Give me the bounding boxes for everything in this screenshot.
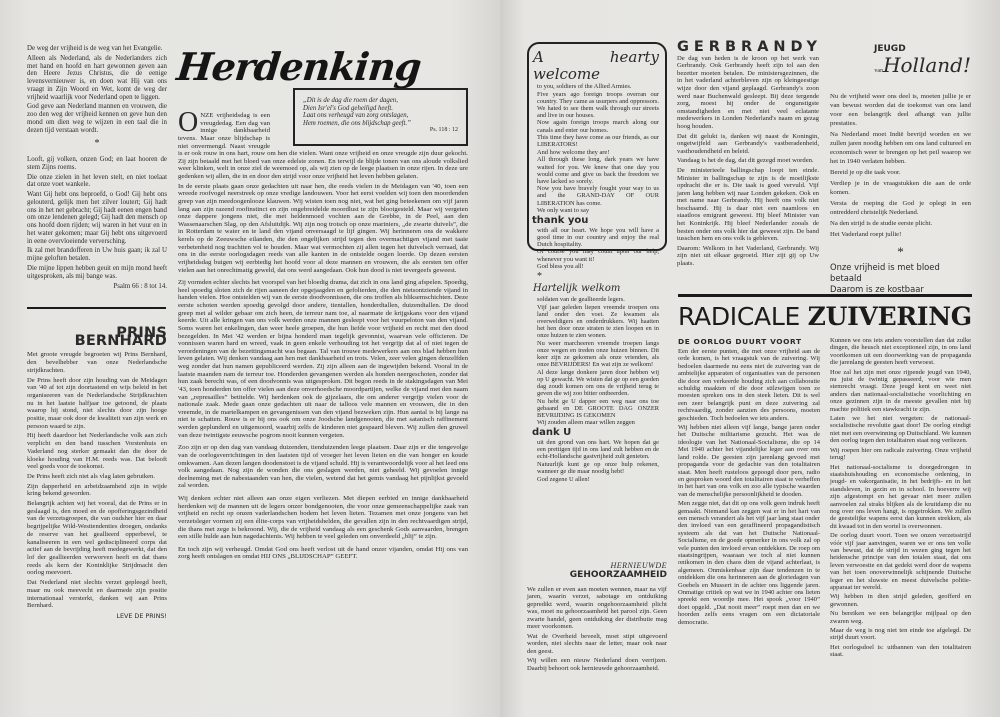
gerbrandy-article [677, 39, 823, 270]
welcome-paragraph: Al deze lange donkere jaren door hebben wij op U gewacht. We wisten dat ge op een goeden dag zoudt komen om ons de vrijheid terug te geven die wij zoo bitter ontbeerden. [537, 368, 659, 398]
article-paragraph: De ministerieele ballingschap loopt ten einde. Minister in ballingschap te zijn is de moeilijkste opdracht die er is. Die taak is goed vervuld. Vijf jaren lang hebben wij naar Londen gekeken. Ook en met name naar Gerbrandy. Hij heeft ons volk niet beschaamd. Hij is daar niet een naamloos en staatloos emigrant geweest. Hij bleef Minister van het Koninkrijk. Hij bleef Nederlander zooals de besten onder ons volk hier dat geweest zijn. De band tusschen hem en ons volk is gebleven. [677, 166, 819, 243]
article-paragraph: Bereid je op die taak voor. [830, 169, 901, 176]
article-paragraph: De Prins heeft door zijn houding van de Meidagen van '40 af tot zijn doortastend en wijs beleid in het organiseeren van de Nederlandsche Strijdkrachten nu in het laatste halfjaar toe getoond, de plaats waarop hij stond, niet slechts door zijn hooge positie, maar ook door de kwaliteit van zijn werk en persoon waard te zijn. [27, 376, 167, 430]
article-paragraph: Nu de vrijheid weer ons deel is, moeten jullie je er van bewust worden dat de toekomst van ons land voor een belangrijk deel afhangt van jullie prestaties. [830, 93, 971, 127]
star-ornament: * [94, 138, 100, 150]
article-paragraph: Het nationaal-socialisme is doorgedrongen in staatshuishouding en economische ordening, in jeugd- en vakorganisatie, in het bedrijfs- en in het standsleven, in gezin en in school. In hoeverre wij zijn afgestompt en het gevaar niet meer zullen aanvoelen zal straks blijken als de kruitdamp die nu nog over ons leven hangt, is opgetrokken. We zullen de geestelijke wapens eerst dan kunnen strekken, als dit kwaad tot in den wortel is overwonnen. [830, 463, 971, 530]
article-paragraph: In de eerste plaats gaan onze gedachten uit naar hen, die reeds vielen in de Meidagen van '40, toen een wreede roofvogel neerstreek op onze vredige landouwen. Voor het eerst voelden wij toen den moordenden greep van zijn meedoogenlooze klauwen. Wij wisten toen nog niet, wat het ging beteekenen om vijf jaren lang aan zijn razend roofinstinct en zijn ongebreidelde moordlust te zijn blootgesteld. Maar wij vergeten onze dappere jongens niet, die met heldenmoed vochten aan de Grebbe, in de Peel, aan den Wassenaarschen Slag, op den Afsluitdijk. Wij zijn nog trotsch op onze mariniers, „de zwarte duivels”, die in Rotterdam te water en te land den vijand onversaagd te lijf gingen. Wij herinneren ons de wakkere kerels op de Zeeuwsche eilanden, die den ongelijken strijd tegen den overmachtigen vijand met taaie verbetenheid nog trachtten vol te houden. Maar wat vermochten zij allen tegen het duivelsch verraad, dat ons in die eerste oorlogsdagen reeds van alle kanten in de ontstelde oogen loerde. Op dezen eersten vrijheidsdag buigen wij eerbiedig het hoofd voor al deze mannen en vrouwen, die als eersten ten offer vielen aan het onrechtmatig geweld, dat ons werd aangedaan. Ook hun dood is niet tevergeefs geweest. [178, 182, 468, 274]
zuivering-column-1 [678, 348, 820, 628]
closing-line: LEVE DE PRINS! [116, 611, 167, 620]
article-paragraph: Wij hebben in dien strijd geleden, geofferd en gewonnen. [830, 593, 971, 608]
intro-paragraph: God geve aan Nederland mannen en vrouwen, die zoo den weg der vrijheid kennen en geve hun den mond om dien weg te wijzen in een taal die in dezen tijd verstaan wordt. [27, 103, 167, 134]
article-kicker: HERNIEUWDE [610, 561, 667, 570]
article-paragraph-list [527, 586, 667, 673]
article-paragraph: Hij heeft daardoor het Nederlandsche volk aan zich verplicht en den band tusschen Vorstenhuis en Vaderland nog sterker gemaakt dan die door de kloeke houding van H.M. reeds was. Dat belooft veel goeds voor de toekomst. [27, 432, 167, 471]
intro-paragraph-list [27, 45, 167, 134]
article-paragraph: Men zegge niet, dat dit op ons volk geen indruk heeft gemaakt. Niemand kan zeggen wat er in het hart van een mensch verandert als het vijf jaar lang staat onder den invloed van een geraffineerd propagandistisch systeem als dat van het Duitsche Nationaal-Socialisme, en de goede opmerker in ons volk zal op vele punten den invloed ervan ontdekken. De roep om staatsingrijpen, waaraan we toch al niet kunnen ontkomen in den chaos dien de vijand achterlaat, is algemeen. Onmiskenbaar zijn daar tendenzen in te ontdekken die ons herinneren aan de gloriedagen van Goebels en Mussert in de achter ons liggende jaren. Onmatige critiek op wat we in 1940 achter ons lieten spreekt een woordje mee. Het spook „voor 1940” doet opgeld. „Dat nooit meer” roept men dan en we hoorden zelfs eens vragen om een dictatoriale democratie. [678, 500, 820, 626]
article-paragraph: Nu bereiken we een belangrijke mijlpaal op den zwaren weg. [830, 610, 971, 625]
welcome-paragraph: God zegene U allen! [537, 475, 590, 483]
welcome-paragraph: soldaten van de geallieerde legers. [537, 296, 625, 304]
article-paragraph-list [27, 351, 167, 610]
dutch-welcome-title: Hartelijk welkom [533, 283, 621, 295]
welcome-paragraph-list [537, 439, 659, 483]
article-paragraph: De Prins heeft zich niet als vlag laten gebruiken. [27, 472, 155, 480]
article-paragraph: Het oorlogsdoel is: uitbannen van den totalitairen staat. [830, 643, 971, 659]
article-paragraph: Wij willen een nieuw Nederland doen verrijzen. Daarbij behoort ook hernieuwde gehoorzaamheid. [527, 657, 667, 672]
article-paragraph: Wij roepen hier om radicale zuivering. Onze vrijheid terug! [830, 446, 971, 462]
article-title: GERBRANDY [677, 39, 823, 55]
article-paragraph: Dat Nederland niet slechts verzet gepleegd heeft, maar nu ook meevecht en daarmede zijn positie internationaal versterkt, danken wij aan Prins Bernhard. [27, 579, 167, 610]
psalm-verse: Die onze zielen in het leven stelt, en niet toelaat dat onze voet wankele. [27, 173, 167, 189]
article-title: PRINS BERNHARD [74, 325, 167, 349]
title-jeugd: JEUGD [874, 44, 906, 54]
article-paragraph: En toch zijn wij verheugd. Omdat God ons heeft verlost uit de hand onzer vijanden, omdat Hij ons van zorg heeft ontslagen en omdat HIJ ONS „BLIJDSCHAP” GEEFT. [178, 545, 468, 561]
jeugd-article [830, 44, 971, 295]
article-paragraph: Wij hebben niet alleen vijf lange, bange jaren onder het Duitsche militarisme gezucht. Het was de ideologie van het Nationaal-Socialisme, die op 14 Mei 1940 achter het vijandelijke leger aan over ons land rolde. De geesten zijn jarenlang gevoed met propaganda voor de gedachte van den totalitairen staat. Men heeft rusteloos gepoogd door pers, radio en gesproken woord den totalitairen staat te verheffen in het hart van ons volk en zoo alle typische waarden van de menschelijke persoonlijkheid te dooden. [678, 424, 820, 498]
article-paragraph: Een der eerste punten, die met onze vrijheid aan de orde komen, is het vraagstuk van de zuivering. Wij bedoelen daarmede nu eens niet de zuivering van de ambtelijke apparaten of organisaties van de personen die door een verkeerde houding zich aan collaboratie schuldig maakten of die door stilzwijgen toen ze moesten spreken ons in den steek lieten. Dit is wel een zeer belangrijk punt en deze zuivering zal rechtvaardig, zonder aanzien des persoons, moeten geschieden. Toch bedoelen we iets anders. [678, 348, 820, 422]
welcome-paragraph: to you, soldiers of the Allied Armies. [537, 83, 632, 90]
welcome-paragraph: with all our heart. We hope you will have a good time in our country and enjoy the real Dutch hospitality. [537, 226, 659, 248]
divider [27, 307, 166, 309]
zuivering-column-2 [830, 337, 971, 661]
article-paragraph: Dat dit gelukt is, danken wij naast de Koningin, ongetwijfeld aan Gerbrandy's vastberadenheid, vasthoudendheid en beleid. [677, 132, 819, 155]
quote-line: Hem roemen, die ons blijdschap geeft.” [303, 119, 411, 127]
title-holland: Holland! [883, 53, 971, 77]
psalm-verse: Die mijne lippen hebben geuit en mijn mond heeft uitgesproken, als mij bange was. [27, 264, 167, 280]
quote-line: „Dit is de dag die roem der dagen, [303, 97, 398, 104]
dank-u-heading: dank U [532, 427, 572, 439]
welcome-paragraph-list [537, 227, 659, 271]
quote-line: Dien Isr'el's God geheiligd heeft. [303, 104, 393, 112]
welcome-paragraph-list [537, 83, 659, 214]
article-paragraph-list [677, 55, 819, 268]
thank-you-heading: thank you [532, 214, 589, 226]
welcome-paragraph: Now you have bravely fought your way to us and the GRAND-DAY OF OUR LIBERATION has come. [537, 185, 659, 207]
welcome-paragraph: We only want to say [537, 207, 590, 215]
herdenking-title: Herdenking [174, 44, 423, 89]
article-paragraph: Belangrijk achten wij het vooral, dat de Prins er in geslaagd is, den moed en de opofferingsgezindheid van de verzetsgroepen, die van oudsher hier en daar begrijpelijke Wild-Westtendenties droegen, ondanks de reserve van het geallieerd opperbevel, te kanaliseeren in een wel gedisciplineerd corps dat actief aan de bevrijding heeft medegewerkt, dat den lof der geallieerden verworven heeft en dat thans reeds als kern der Koninklijke Strijdmacht den oorlog meevoert. [27, 500, 167, 577]
welcome-paragraph: And how welcome they are! [537, 148, 610, 156]
psalm-reference: Psalm 66 : 8 tot 14. [113, 283, 167, 291]
welcome-paragraph: Natuurlijk kunt ge op onze hulp rekenen, wanneer ge die maar noodig hebt! [537, 460, 659, 475]
welcome-paragraph: Nu weer marcheeren vreemde troepen langs onze wegen en treden onze huizen binnen. Dit keer zijn ze gekomen als onze vrienden, als onze BEVRIJDERS! En wat zijn ze welkom! [537, 339, 659, 369]
article-paragraph: De dag van heden is de kroon op het werk van Gerbrandy. Ook Gerbrandy heeft zijn tol aan den bezetter moeten betalen. De ministersgezinnen, die in het vaderland achterbleven zijn op kleingeestige wijze door den vijand geplaagd. Gerbrandy's zoon werd naar Buchenwald gesleept. Bij deze tergende zorg, moest hij onder de ongunstigste omstandigheden en met niet veel eclatante medewerkers in Londen Nederland's naam en gezag hoog houden. [677, 54, 819, 130]
article-paragraph: Zoo zijn er op den dag van vandaag duizenden, tienduizenden leege plaatsen. Daar zijn er die tengevolge van de oorlogsverrichtingen in den laatsten tijd of vroeger het leven lieten en die van honger en koude omkwamen. Aan dezen langen doodenstoet is de vijand schuld. Hij is verantwoordelijk voor al het leed ons volk aangedaan. Nog zijn de wonden die ons geslagen werden, niet geheeld. Wij gevoelen innige deelneming met de nabestaanden van hen, die vielen, wetend dat het gemis vandaag het pijnlijkst gevoeld zal worden. [178, 444, 468, 490]
motto-line-list [830, 262, 971, 295]
article-paragraph: Kunnen we ons iets anders voorstellen dan dat zulke dingen, die heusch niet exceptioneel zijn, in ons land voortkomen uit een doorwerking van de propaganda die jarenlang de geesten heeft verwoest. [830, 337, 971, 367]
title-zuivering: ZUIVERING [807, 302, 972, 331]
zuivering-subtitle: DE OORLOG DUURT VOORT [678, 337, 802, 346]
welcome-paragraph: uit den grond van ons hart. We hopen dat ge een prettigen tijd in ons land zult hebben en de echt-Hollandsche gastvrijheid zult genieten. [537, 439, 659, 461]
welcome-title: A hearty welcome [533, 48, 659, 83]
article-paragraph: Daarom: Welkom in het Vaderland, Gerbrandy. Wij zijn niet uit elkaar gegroeid. Hier zijt gij op Uw plaats. [677, 244, 819, 268]
article-paragraph: De oorlog duurt voort. Toen we onzen verzetsstrijd vóór vijf jaar aanvingen, waren we er ons ten volle van bewust, dat de strijd in wezen ging tegen het heidensche principe van den totalen staat, dat ons leven verwoestte en dat gedekt werd door de wapens van het toen onoverwinnelijk schijnende Duitsche leger en het sluwste en meest duivelsche politie-apparaat ter wereld. [830, 532, 971, 591]
welcome-paragraph: God bless you all! [537, 263, 584, 271]
article-paragraph: NZE vrijheidsdag is een vreugdedag. Een dag van innige dankbaarheid tevens. Maar onze blijdschap is niet onvermengd. Naast vreugde is er ook rouw in ons hart, rouw om hen die vielen. Want onze vrijheid en onze vreugde zijn duur gekocht. Zij zijn betaald met het bloed van onze edelste zonen. En terwijl de blijde tonen van ons aloude volkslied weer klinken, welt in onze ziel de weemoed op, als wij zien op de leege plaatsen in onze rijen. In deze ure gedenken wij allen, die in en door den strijd voor onze vrijheid het leven hebben gelaten. [178, 112, 468, 180]
drop-cap: O [178, 107, 199, 138]
motto-line: Daarom is ze kostbaar [830, 284, 924, 294]
star-ornament: * [897, 244, 904, 259]
psalm-verse-list [27, 156, 167, 280]
article-paragraph: Met groote vreugde begroeten wij Prins Bernhard, den bevelhebber van onze Nederlandsche strijdkrachten. [27, 351, 167, 374]
title-van: van [874, 68, 884, 74]
article-paragraph: Na den strijd is de studie eerste plicht. [830, 220, 933, 227]
article-paragraph: Laten we het niet vergeten: de nationaal-socialistische revolutie gaat door! De oorlog eindigt niet met een overwinning op Duitschland. We kunnen den oorlog tegen den totalitairen staat nog verliezen. [830, 415, 971, 445]
quote-reference: Ps. 118 : 12 [429, 127, 458, 134]
title-radicale: RADICALE [678, 302, 808, 331]
motto-line: Onze vrijheid is met bloed betaald [830, 262, 940, 283]
welcome-paragraph: Wij zouden alleen maar willen zeggen [537, 419, 635, 427]
psalm-verse: Ik zal met brandofferen in Uw huis gaan; ik zal U mijne geloften betalen. [27, 247, 167, 262]
zuivering-title [678, 302, 972, 332]
article-paragraph: We zullen er even aan moeten wennen, maar na vijf jaren, waarin verzet, sabotage en ontduiking gepredikt werd, waarin ongehoorzaamheid plicht was, moet nu gehoorzaamheid het parool zijn. Geen zwarte handel, geen ontduiking der distributie mag meer voorkomen. [527, 585, 667, 630]
prins-bernhard-article [27, 325, 167, 621]
article-paragraph: Na Nederland moet Indië bevrijd worden en we zullen jaren noodig hebben om ons land cultureel en economisch weer te brengen op het peil waarop we het in 1940 verlaten hebben. [830, 131, 971, 165]
intro-paragraph: Alleen als Nederland, als de Nederlanders zich met hand en hoofd en hart gewonnen geven aan den Heere Jezus Christus, die de eenige levensvernieuwer is, en doen wat Hij van ons vraagt in Zijn Woord en Wet, komt de weg der vrijheid waarlijk voor Nederland open te liggen. [27, 54, 167, 101]
article-paragraph: Verdiep je in de vraagstukken die aan de orde komen. [830, 180, 971, 196]
star-ornament: * [537, 271, 542, 283]
article-paragraph-list [830, 92, 971, 239]
article-title: GEHOORZAAMHEID [569, 569, 667, 580]
article-paragraph-list [830, 337, 971, 659]
article-paragraph: Vandaag is het de dag, dat dit gezegd moet worden. [677, 157, 814, 165]
welcome-box [527, 42, 667, 483]
welcome-paragraph: Now again foreign troops march along our canals and enter our homes. [537, 119, 659, 134]
article-paragraph: Zij vormden echter slechts het voorspel van het bloedig drama, dat zich in ons land ging afspelen. Spoedig, heel spoedig sloten zich de rijen aaneen der opgejaagden en gefolterden, die den nietsontziende vijand in handen vielen. Hoe ontstelden wij van de eerste doodvonnissen, die ons troffen als bliksemschichten. Deze eerste schoten werden spoedig gevolgd door andere, tientallen, honderdtallen, duizendtallen. De dood greep met al wilder gebaar om zich heen, de terreur nam toe, al naarmate de krijgskans voor den vijand keerde. Uit alle kringen van ons volk werden onze mannen gesleept voor het vuurpeloton van den vijand. Soms waren het enkelingen, dan weer heele groepen, die hun liefde voor vrijheid en recht met den dood bezegelden. In Mei '42 werden er bijna honderd man tegelijk gevonnist, waarvan vele officieren. De vonnissen waren hard en wreed, vaak in geen enkele verhouding tot het vergrijp dat al of niet tegen de verordeningen van de bezettingsmacht was begaan. Tal van trouwe medewerkers aan ons blad hebben hun leven gelaten. Wij denken vandaag aan hen met dankbaarheid en trots. Velen, zeer velen gingen denzelfden weg zonder dat hun namen gepubliceerd werden. Zij zijn alleen aan de ingewijden bekend. Vooral in de laatste maanden nam de terreur toe. Honderden gevangenen werden als honden neergeschoten, zonder dat hun zaak berecht was, of een doodvonnis was uitgesproken. Dit begon reeds in de stakingsdagen van Mei '43, toen honderden ten offer vielen aan deze onverhoedsche moordpartijen, welke de vijand met den naam van „represailles” betitelde. Wij herdenken ook de gijzelaars, die om anderer vergrijp vielen voor de nationale zaak. Mede gaan onze gedachten uit naar de talloos vele mannen en vrouwen, die in den vreemde, in de martelkampen en gevangenissen van den vijand bezweken zijn. Hun aantal is bij lange na niet te schatten. Rouw is er bij ons ook om onze Joodsche landgenooten, die met satanisch raffinement werden geplunderd en uitgemoord, waarbij zelfs de kinderen niet gespaard bleven. Wij zullen den gruwel van deze twintigste eeuwsche pogrom nooit kunnen vergeten. [178, 279, 468, 439]
psalm-verse: Want Gij hebt ons beproefd, o God! Gij hebt ons gelouterd, gelijk men het zilver loutert; Gij hadt ons in het net gebracht; Gij hadt eenen engen band om onze lendenen gelegd; Gij hadt den mensch op ons hoofd doen rijden; wij waren in het vuur en in het water gekomen; maar Gij hebt ons uitgevoerd in eene overvloeiende verversching. [27, 191, 167, 245]
article-paragraph: Zijn dapperheid en arbeidzaamheid zijn in wijde kring bekend geworden. [27, 482, 167, 498]
welcome-paragraph: All through these long, dark years we have waited for you. We knew that one day you would come and give us back the freedom we have lacked so sorely. [537, 156, 659, 185]
article-paragraph: Het Vaderland roept jullie! [830, 231, 902, 238]
article-paragraph: Hoe zal het zijn met onze rijpende jeugd van 1940, nu juist de twintig gepasseerd, voor wie men stemrecht vraagt. Deze jeugd kent en weet niet anders dan nationaal-socialistische voorlichting en onze gezinnen zijn in de meeste gevallen niet bij machte politiek een stawkracht te zijn. [830, 368, 971, 413]
gehoorzaamheid-article [527, 562, 667, 674]
article-paragraph-list [178, 183, 468, 561]
welcome-paragraph: Five years ago foreign troops overran our country. They came as usurpers and oppressors. We hated to see them walk through our streets and live in our houses. [537, 90, 659, 119]
left-column [27, 45, 167, 291]
article-paragraph: Maar de weg is nog niet ten einde toe afgelegd. De strijd duurt voort. [830, 627, 971, 642]
welcome-paragraph: This time they have come as our friends, as our LIBERATORS! [537, 134, 659, 149]
welcome-paragraph: Vijf jaar geleden liepen vreemde troepen ons land onder den voet. Ze kwamen als overweldigers en onderdrukkers. Wij haatten het hen door onze straten te zien loopen en in onze huizen te zien wonen. [537, 303, 659, 340]
article-paragraph: Versta de roeping die God je oplegt in een ontredderd christelijk Nederland. [830, 200, 971, 216]
article-paragraph: Wat de Overheid beveelt, moet stipt uitgevoerd worden, niet slechts naar de letter, maar ook naar den geest. [527, 632, 667, 655]
quote-line: Laat ons verheugd van zorg ontslagen, [303, 112, 409, 120]
article-paragraph-list [678, 348, 820, 626]
welcome-paragraph-list [537, 296, 659, 426]
psalm-verse: Looft, gij volken, onzen God; en laat hooren de stem Zijns roems. [27, 156, 167, 171]
divider [678, 294, 972, 297]
welcome-paragraph: Nu hebt ge U dapper een weg naar ons toe gebaand en DE GROOTE DAG ONZER BEVRIJDING IS GEKOMEN [537, 397, 659, 419]
article-paragraph: Wij denken echter niet alleen aan onze eigen verliezen. Met diepen eerbied en innige dankbaarheid herdenken wij de mannen uit de legers onzer bondgenooten, die voor onze gemeenschappelijke zaak van vrijheid en recht op onzen vaderlandschen bodem het leven lieten. Tezamen met onze jongens van het verzetsleger vormen zij een élite-corps van vrijheidshelden, die gevallen zijn in den rechtvaardigen strijd, die thans met zege is bekroond. Wij, die de vrijheid vandaag als een geschenk Gods aanvaarden, brengen een stille hulde aan hun nagedachtenis. Wij hebben te veel geleden om onverdeeld „blij” te zijn. [178, 495, 468, 541]
welcome-paragraph: Of course you may count upon our help, whenever you want it! [537, 248, 659, 263]
intro-paragraph: De weg der vrijheid is de weg van het Evangelie. [27, 45, 163, 52]
